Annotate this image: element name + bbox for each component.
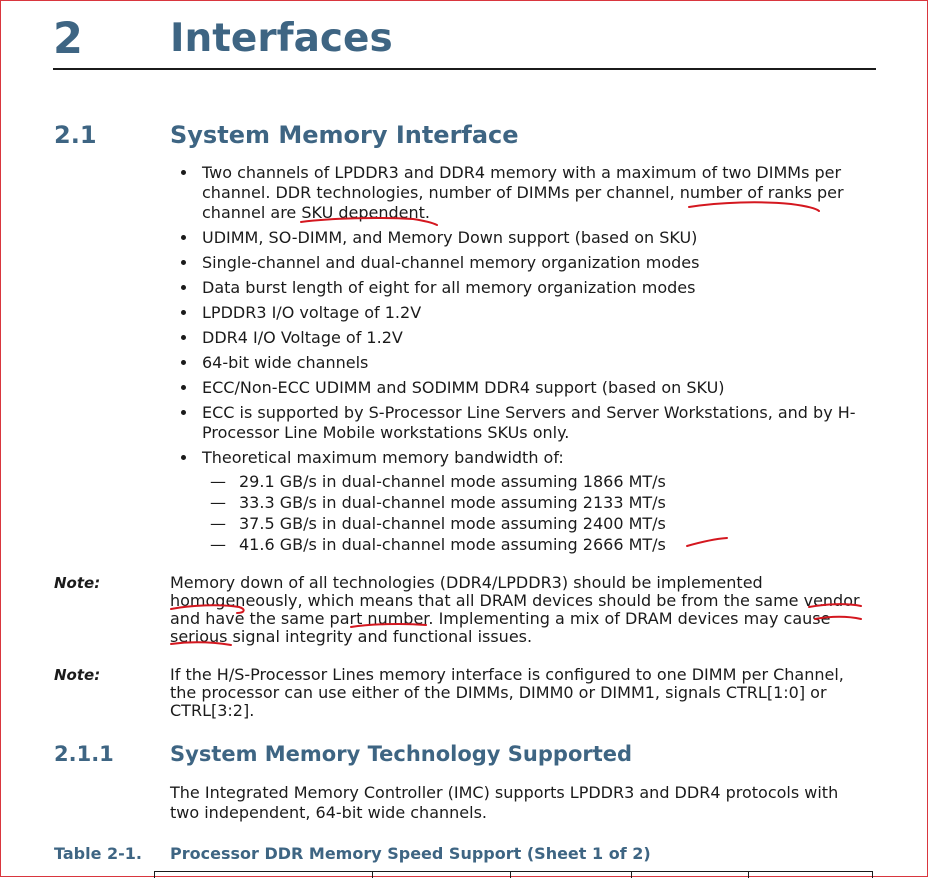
list-item: UDIMM, SO-DIMM, and Memory Down support (based on SKU) [181, 228, 871, 248]
bullet-icon [181, 235, 186, 240]
bullet-icon [181, 335, 186, 340]
dash-icon: — [210, 535, 226, 554]
bullet-icon [181, 310, 186, 315]
bandwidth-list [210, 472, 871, 555]
chapter-rule [53, 68, 876, 70]
feature-list [181, 163, 871, 560]
bandwidth-item: — 41.6 GB/s in dual-channel mode assuming 2666 MT/s [210, 535, 666, 554]
bullet-icon [181, 170, 186, 175]
table-top-border [154, 871, 873, 872]
section-number: 2.1 [54, 121, 97, 149]
list-item: DDR4 I/O Voltage of 1.2V [181, 328, 871, 348]
bullet-icon [181, 410, 186, 415]
subsection-paragraph: The Integrated Memory Controller (IMC) supports LPDDR3 and DDR4 protocols with two independent, 64-bit wide channels. [170, 783, 839, 822]
dash-icon: — [210, 514, 226, 533]
list-item: Single-channel and dual-channel memory organization modes [181, 253, 871, 273]
dash-icon: — [210, 493, 226, 512]
table-caption-title: Processor DDR Memory Speed Support (Sheet 1 of 2) [170, 844, 651, 863]
bullet-icon [181, 260, 186, 265]
list-item: ECC/Non-ECC UDIMM and SODIMM DDR4 support (based on SKU) [181, 378, 871, 398]
bullet-icon [181, 360, 186, 365]
bullet-icon [181, 385, 186, 390]
list-item: ECC is supported by S-Processor Line Servers and Server Workstations, and by H-Processor Line Mobile workstations SKUs only. [181, 403, 871, 443]
bandwidth-item: — 33.3 GB/s in dual-channel mode assuming 2133 MT/s [210, 493, 666, 512]
note-text: If the H/S-Processor Lines memory interface is configured to one DIMM per Channel, the processor can use either of the DIMMs, DIMM0 or DIMM1, signals CTRL[1:0] or CTRL[3:2]. [170, 665, 844, 720]
subsection-title: System Memory Technology Supported [170, 742, 633, 766]
list-item: Theoretical maximum memory bandwidth of: — 29.1 GB/s in dual-channel mode assuming 1866 MT/s — 33.3 GB/s in dual-channel mode assuming 2133 MT/s — 37.5 GB/s in dual-channel mode assuming 2400 MT/s — 41.6 GB/s in dual-channel mode assuming 2666 MT/s [181, 448, 871, 555]
list-item: Two channels of LPDDR3 and DDR4 memory with a maximum of two DIMMs per channel. DDR technologies, number of DIMMs per channel, number of ranks per channel are SKU dependent. [181, 163, 871, 223]
section-title: System Memory Interface [170, 121, 519, 149]
note-label: Note: [54, 574, 101, 592]
note-text: Memory down of all technologies (DDR4/LPDDR3) should be implemented homogeneously, which means that all DRAM devices should be from the same vendor and have the same part number. Implementing a mix of DRAM devices may cause serious signal integrity and functional issues. [170, 573, 860, 646]
bandwidth-item: — 29.1 GB/s in dual-channel mode assuming 1866 MT/s [210, 472, 666, 491]
list-item: 64-bit wide channels [181, 353, 871, 373]
dash-icon: — [210, 472, 226, 491]
list-item: Data burst length of eight for all memory organization modes [181, 278, 871, 298]
bullet-icon [181, 455, 186, 460]
bullet-icon [181, 285, 186, 290]
note-label: Note: [54, 666, 101, 684]
subsection-number: 2.1.1 [54, 742, 114, 766]
chapter-title: Interfaces [170, 16, 393, 61]
table-caption-number: Table 2-1. [54, 844, 142, 863]
bandwidth-item: — 37.5 GB/s in dual-channel mode assuming 2400 MT/s [210, 514, 666, 533]
chapter-number: 2 [53, 14, 83, 64]
list-item: LPDDR3 I/O voltage of 1.2V [181, 303, 871, 323]
